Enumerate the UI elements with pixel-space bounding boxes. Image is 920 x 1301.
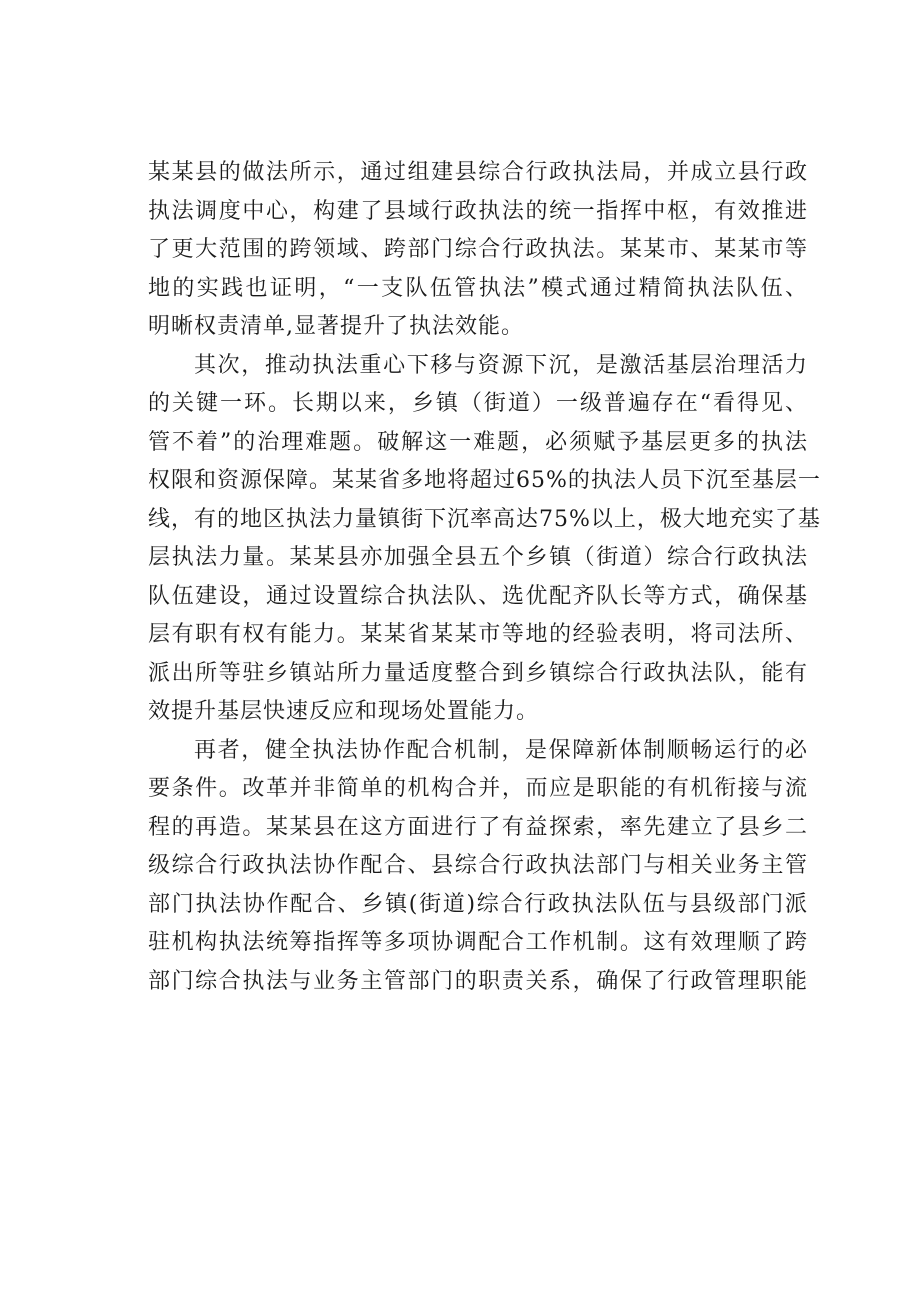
paragraph-first-line: 再者，健全执法协作配合机制，是保障新体制顺畅运行的必: [194, 737, 808, 763]
text-line: 驻机构执法统筹指挥等多项协调配合工作机制。这有效理顺了跨: [148, 930, 808, 955]
text-line: 线，有的地区执法力量镇街下沉率高达75%以上，极大地充实了基: [148, 506, 821, 532]
text-line: 程的再造。某某县在这方面进行了有益探索，率先建立了县乡二: [148, 814, 808, 840]
text-line: 效提升基层快速反应和现场处置能力。: [148, 699, 540, 724]
text-line: 层执法力量。某某县亦加强全县五个乡镇（街道）综合行政执法: [148, 545, 808, 570]
text-line: 层有职有权有能力。某某省某某市等地的经验表明，将司法所、: [148, 622, 808, 647]
text-line: 级综合行政执法协作配合、县综合行政执法部门与相关业务主管: [148, 853, 808, 878]
text-line: 地的实践也证明，“一支队伍管执法”模式通过精简执法队伍、: [148, 275, 808, 301]
text-line: 执法调度中心，构建了县域行政执法的统一指挥中枢，有效推进: [148, 198, 808, 224]
text-line: 队伍建设，通过设置综合执法队、选优配齐队长等方式，确保基: [148, 583, 808, 609]
text-line: 明晰权责清单,显著提升了执法效能。: [148, 314, 524, 339]
text-line: 的关键一环。长期以来，乡镇（街道）一级普遍存在“看得见、: [148, 391, 808, 416]
text-line: 要条件。改革并非简单的机构合并，而应是职能的有机衔接与流: [148, 776, 808, 801]
text-line: 部门综合执法与业务主管部门的职责关系，确保了行政管理职能: [148, 968, 808, 994]
text-line: 部门执法协作配合、乡镇(街道)综合行政执法队伍与县级部门派: [148, 891, 808, 917]
text-line: 某某县的做法所示，通过组建县综合行政执法局，并成立县行政: [148, 160, 808, 185]
text-line: 权限和资源保障。某某省多地将超过65%的执法人员下沉至基层一: [148, 468, 821, 493]
document-body: [148, 154, 821, 1001]
text-line: 派出所等驻乡镇站所力量适度整合到乡镇综合行政执法队，能有: [148, 660, 808, 686]
text-line: 了更大范围的跨领域、跨部门综合行政执法。某某市、某某市等: [148, 237, 808, 262]
text-line: 管不着”的治理难题。破解这一难题，必须赋予基层更多的执法: [148, 429, 808, 455]
paragraph-first-line: 其次，推动执法重心下移与资源下沉，是激活基层治理活力: [194, 352, 808, 378]
